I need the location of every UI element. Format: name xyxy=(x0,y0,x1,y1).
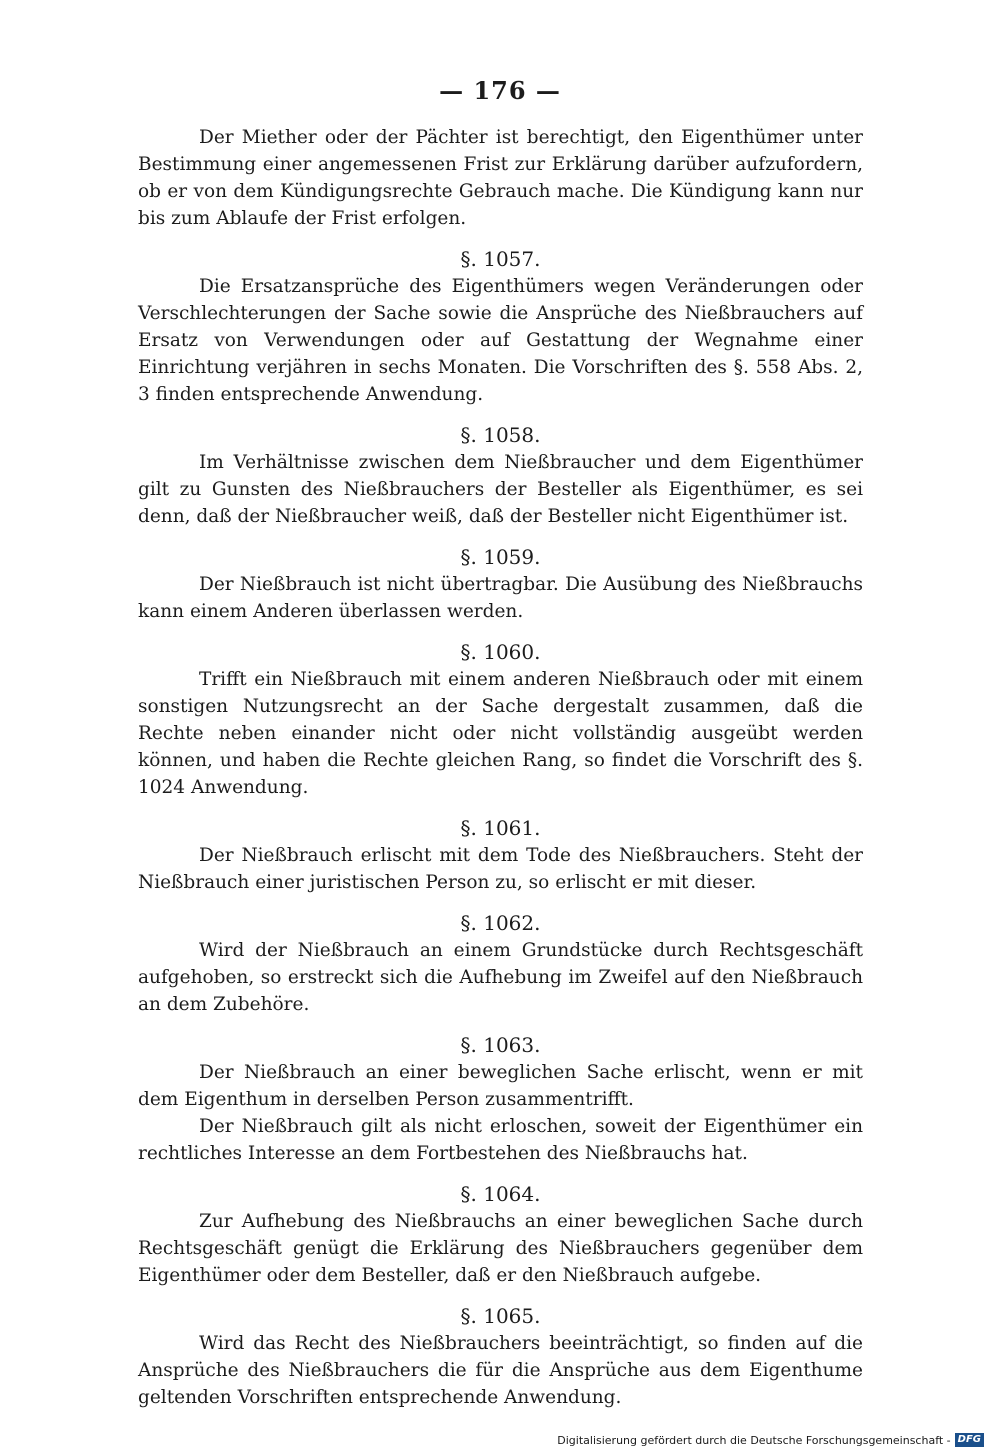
section-1057 xyxy=(138,246,863,408)
section-title: §. 1058. xyxy=(460,423,541,447)
intro-paragraph: Der Miether oder der Pächter ist berechtigt, den Eigenthümer unter Bestimmung einer angemessenen Frist zur Erklärung darüber aufzufordern, ob er von dem Kündigungsrechte Gebrauch mache. Die Kündigung kann nur bis zum Ablaufe der Frist erfolgen. xyxy=(138,127,863,229)
digitization-footer xyxy=(557,1433,984,1447)
section-title: §. 1061. xyxy=(460,816,541,840)
document-body xyxy=(138,124,863,1411)
section-1065 xyxy=(138,1303,863,1411)
section-paragraph: Trifft ein Nießbrauch mit einem anderen Nießbrauch oder mit einem sonstigen Nutzungsrecht an der Sache dergestalt zusammen, daß die Rechte neben einander nicht oder nicht vollständig ausgeübt werden können, und haben die Rechte gleichen Rang, so findet die Vorschrift des §. 1024 Anwendung. xyxy=(138,669,863,798)
section-paragraph: Die Ersatzansprüche des Eigenthümers wegen Veränderungen oder Verschlechterungen der Sache sowie die Ansprüche des Nießbrauchers auf Ersatz von Verwendungen oder auf Gestattung der Wegnahme einer Einrichtung verjähren in sechs Monaten. Die Vorschriften des §. 558 Abs. 2, 3 finden entsprechende Anwendung. xyxy=(138,276,863,405)
section-paragraph: Der Nießbrauch ist nicht übertragbar. Die Ausübung des Nießbrauchs kann einem Anderen überlassen werden. xyxy=(138,574,863,622)
page-number: — 176 — xyxy=(439,76,561,105)
section-title: §. 1057. xyxy=(460,247,541,271)
section-1061 xyxy=(138,815,863,896)
section-1059 xyxy=(138,544,863,625)
section-title: §. 1065. xyxy=(460,1304,541,1328)
section-1062 xyxy=(138,910,863,1018)
section-1063 xyxy=(138,1032,863,1167)
section-paragraph: Der Nießbrauch gilt als nicht erloschen, soweit der Eigenthümer ein rechtliches Interesse an dem Fortbestehen des Nießbrauchs hat. xyxy=(138,1116,863,1164)
section-title: §. 1059. xyxy=(460,545,541,569)
section-1058 xyxy=(138,422,863,530)
section-1064 xyxy=(138,1181,863,1289)
section-title: §. 1063. xyxy=(460,1033,541,1057)
section-paragraph: Wird das Recht des Nießbrauchers beeinträchtigt, so finden auf die Ansprüche des Nießbrauchers die für die Ansprüche aus dem Eigenthume geltenden Vorschriften entsprechende Anwendung. xyxy=(138,1333,863,1408)
section-title: §. 1060. xyxy=(460,640,541,664)
section-title: §. 1062. xyxy=(460,911,541,935)
section-paragraph: Wird der Nießbrauch an einem Grundstücke durch Rechtsgeschäft aufgehoben, so erstreckt sich die Aufhebung im Zweifel auf den Nießbrauch an dem Zubehöre. xyxy=(138,940,863,1015)
section-title: §. 1064. xyxy=(460,1182,541,1206)
section-paragraph: Im Verhältnisse zwischen dem Nießbraucher und dem Eigenthümer gilt zu Gunsten des Nießbrauchers der Besteller als Eigenthümer, es sei denn, daß der Nießbraucher weiß, daß der Besteller nicht Eigenthümer ist. xyxy=(138,452,863,527)
section-paragraph: Zur Aufhebung des Nießbrauchs an einer beweglichen Sache durch Rechtsgeschäft genügt die Erklärung des Nießbrauchers gegenüber dem Eigenthümer oder dem Besteller, daß er den Nießbrauch aufgebe. xyxy=(138,1211,863,1286)
section-1060 xyxy=(138,639,863,801)
section-paragraph: Der Nießbrauch erlischt mit dem Tode des Nießbrauchers. Steht der Nießbrauch einer juristischen Person zu, so erlischt er mit dieser. xyxy=(138,845,863,893)
dfg-logo-icon: DFG xyxy=(955,1433,984,1447)
footer-credit-text: Digitalisierung gefördert durch die Deutsche Forschungsgemeinschaft - xyxy=(557,1433,951,1447)
section-paragraph: Der Nießbrauch an einer beweglichen Sache erlischt, wenn er mit dem Eigenthum in derselben Person zusammentrifft. xyxy=(138,1062,863,1110)
